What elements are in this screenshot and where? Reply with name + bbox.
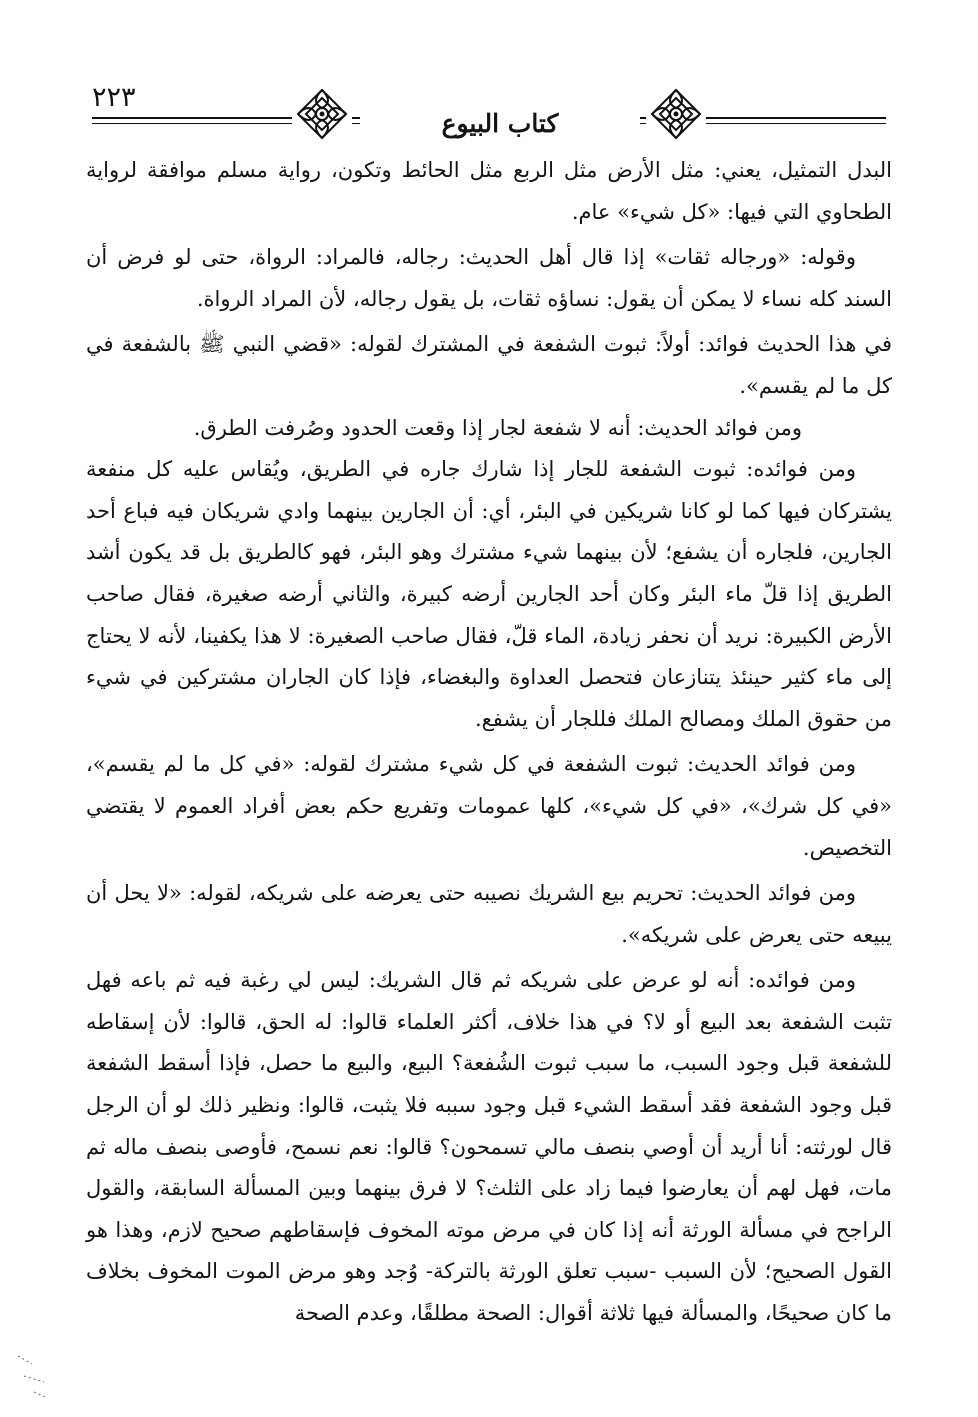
- page-number: ٢٢٣: [92, 82, 136, 113]
- page-body: [86, 150, 892, 1335]
- paragraph: ومن فوائد الحديث: ثبوت الشفعة في كل شيء مشترك لقوله: «في كل ما لم يقسم»، «في كل شرك»، «في كل شيء»، كلها عمومات وتفريع حكم بعض أفراد العموم لا يقتضي التخصيص.: [86, 752, 892, 860]
- ornament-icon: [646, 84, 706, 144]
- margin-mark: [14, 1352, 54, 1402]
- paragraph: ومن فوائد الحديث: تحريم بيع الشريك نصيبه حتى يعرضه على شريكه، لقوله: «لا يحل أن يبيعه حتى يعرض على شريكه».: [86, 881, 892, 947]
- running-title: كتاب البيوع: [360, 104, 640, 144]
- paragraph: وقوله: «ورجاله ثقات» إذا قال أهل الحديث: رجاله، فالمراد: الرواة، حتى لو فرض أن السند كله نساء لا يمكن أن يقول: نساؤه ثقات، بل يقول رجاله، لأن المراد الرواة.: [86, 245, 892, 311]
- paragraph: البدل التمثيل، يعني: مثل الأرض مثل الربع مثل الحائط وتكون، رواية مسلم موافقة لرواية الطحاوي التي فيها: «كل شيء» عام.: [86, 158, 892, 224]
- page-header: [0, 0, 978, 150]
- ornament-icon: [292, 84, 352, 144]
- paragraph: ومن فوائده: أنه لو عرض على شريكه ثم قال الشريك: ليس لي رغبة فيه ثم باعه فهل تثبت الشفعة بعد البيع أو لا؟ في هذا خلاف، أكثر العلماء قالوا: له الحق، قالوا: لأن إسقاطه للشفعة قبل وجود السبب، ما سبب ثبوت الشُفعة؟ البيع، والبيع ما حصل، فإذا أسقط الشفعة قبل وجود الشفعة فقد أسقط الشيء قبل وجود سببه فلا يثبت، قالوا: ونظير ذلك لو أن الرجل قال لورثته: أنا أريد أن أوصي بنصف مالي تسمحون؟ قالوا: نعم نسمح، فأوصى بنصف ماله ثم مات، فهل لهم أن يعارضوا فيما زاد على الثلث؟ لا فرق بينهما وبين المسألة السابقة، والقول الراجح في مسألة الورثة أنه إذا كان في مرض موته المخوف فإسقاطهم صحيح لازم، وهذا هو القول الصحيح؛ لأن السبب -سبب تعلق الورثة بالتركة- وُجد وهو مرض الموت المخوف بخلاف ما كان صحيحًا، والمسألة فيها ثلاثة أقوال: الصحة مطلقًا، وعدم الصحة: [86, 968, 892, 1326]
- paragraph: ومن فوائده: ثبوت الشفعة للجار إذا شارك جاره في الطريق، ويُقاس عليه كل منفعة يشتركان فيها كما لو كانا شريكين في البئر، أي: أن الجارين بينهما وادي شريكان فيه فباع أحد الجارين، فلجاره أن يشفع؛ لأن بينهما شيء مشترك وهو البئر، فهو كالطريق بل قد يكون أشد الطريق إذا قلّ ماء البئر وكان أحد الجارين أرضه كبيرة، والثاني أرضه صغيرة، فقال صاحب الأرض الكبيرة: نريد أن نحفر زيادة، الماء قلّ، فقال صاحب الصغيرة: لا هذا يكفينا، لأنه لا يحتاج إلى ماء كثير حينئذ يتنازعان فتحصل العداوة والبغضاء، فإذا كان الجاران مشتركين في شيء من حقوق الملك ومصالح الملك فللجار أن يشفع.: [86, 457, 892, 731]
- paragraph: ومن فوائد الحديث: أنه لا شفعة لجار إذا وقعت الحدود وصُرفت الطرق.: [193, 415, 802, 440]
- paragraph: في هذا الحديث فوائد: أولاً: ثبوت الشفعة في المشترك لقوله: «قضي النبي ﷺ بالشفعة في كل ما لم يقسم».: [86, 332, 892, 398]
